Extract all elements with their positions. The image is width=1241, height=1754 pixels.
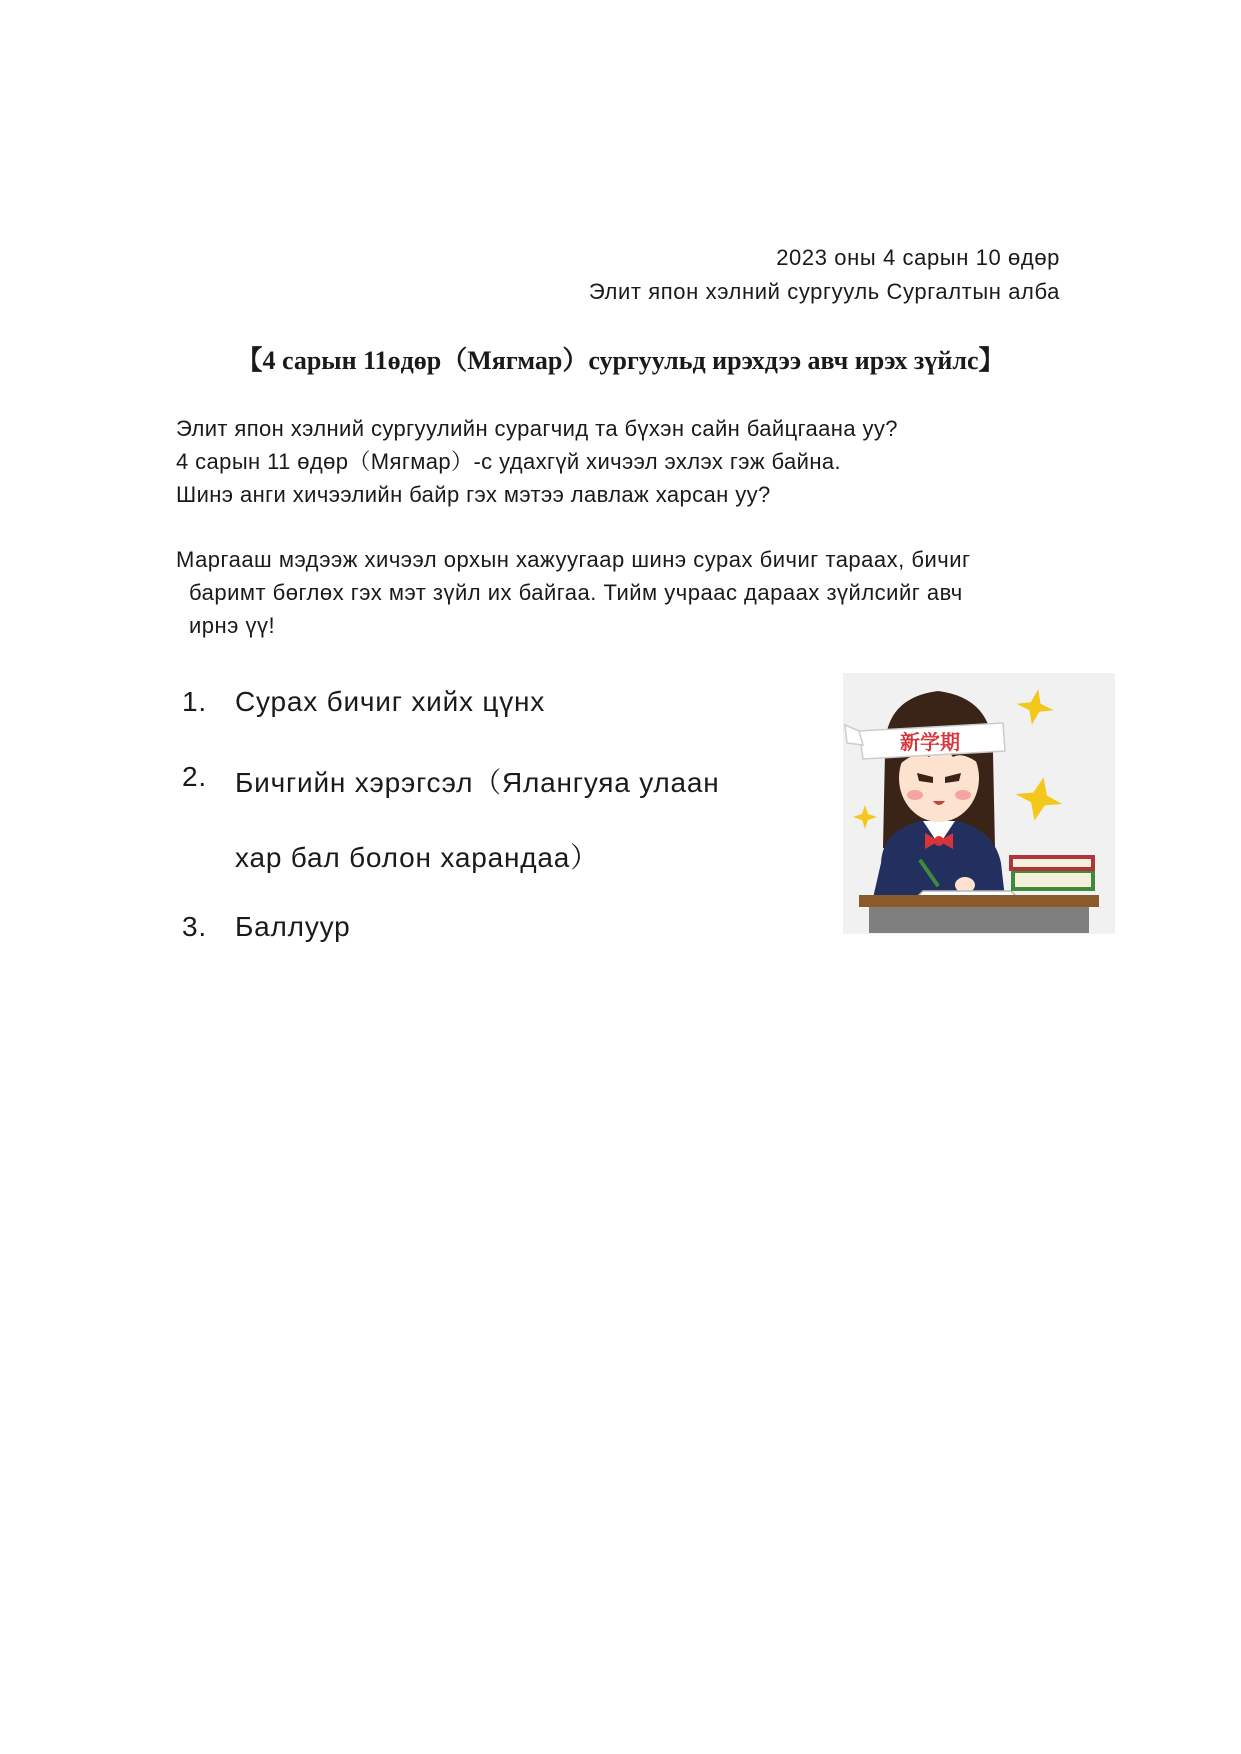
- intro-line: 4 сарын 11 өдөр（Мягмар）-с удахгүй хичээл эхлэх гэж байна.: [176, 449, 842, 474]
- list-item-text: хар бал болон харандаа）: [235, 842, 599, 873]
- paragraph-line: баримт бөглөх гэх мэт зүйл их байгаа. Тийм учраас дараах зүйлсийг авч: [189, 580, 963, 605]
- list-item-number: 3.: [182, 911, 207, 942]
- paragraph-line: Маргааш мэдээж хичээл орхын хажуугаар шинэ сурах бичиг тараах, бичиг: [176, 547, 971, 572]
- studying-girl-icon: [843, 673, 1115, 934]
- student-illustration: [843, 673, 1115, 934]
- intro-line: Элит япон хэлний сургуулийн сурагчид та бүхэн сайн байцгаана уу?: [176, 416, 898, 441]
- list-item-number: 1.: [182, 686, 207, 717]
- paragraph-line: ирнэ үү!: [189, 613, 276, 638]
- instructions-paragraph: [176, 543, 1066, 642]
- list-item-text: Сурах бичиг хийх цүнх: [235, 686, 546, 717]
- list-item-text: Баллуур: [235, 911, 351, 942]
- intro-text: [176, 412, 898, 511]
- list-item-number: 2.: [182, 761, 207, 792]
- document-date: 2023 оны 4 сарын 10 өдөр: [776, 245, 1060, 270]
- document-title: 【4 сарын 11өдөр（Мягмар）сургуульд ирэхдээ авч ирэх зүйлс】: [236, 346, 1005, 375]
- intro-line: Шинэ анги хичээлийн байр гэх мэтээ лавлаж харсан уу?: [176, 482, 771, 507]
- list-item-text: Бичгийн хэрэгсэл（Ялангуяа улаан: [235, 767, 720, 798]
- headband-text: 新学期: [900, 730, 960, 754]
- issuing-organization: Элит япон хэлний сургууль Сургалтын алба: [588, 279, 1060, 304]
